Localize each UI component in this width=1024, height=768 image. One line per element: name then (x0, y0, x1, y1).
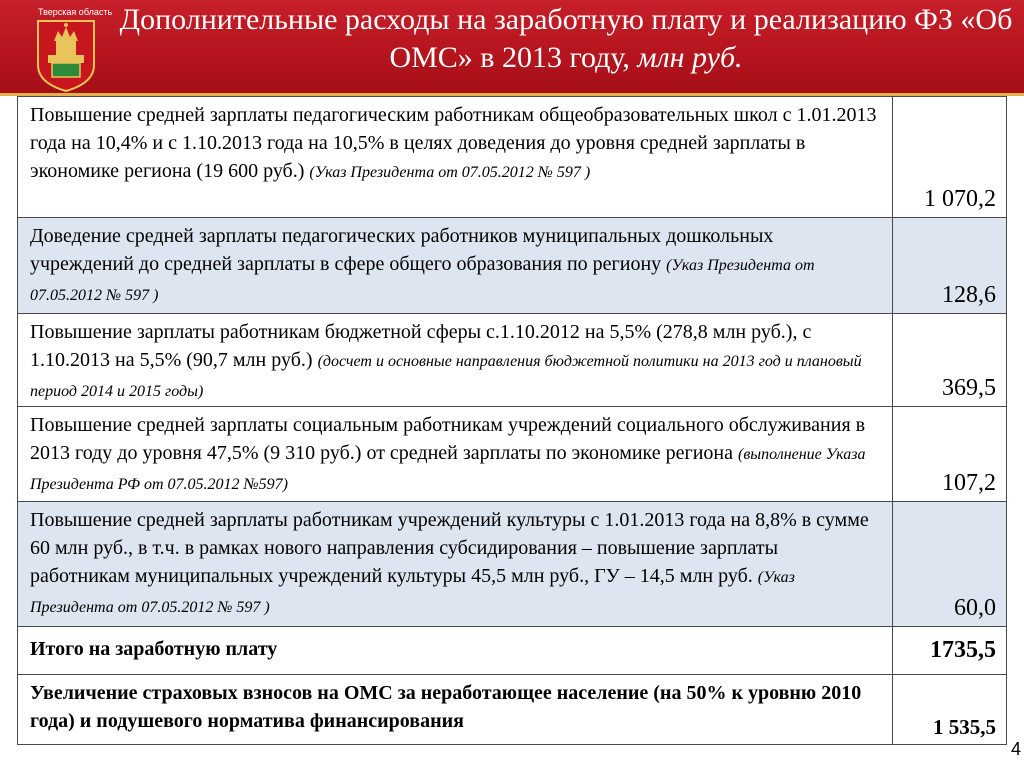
table-row (18, 218, 1007, 314)
row-value: 60,0 (893, 502, 1007, 627)
table-row (18, 502, 1007, 627)
coat-of-arms-icon (36, 19, 96, 93)
table-row (18, 314, 1007, 407)
row-description (18, 502, 893, 627)
row-note: (Указ Президента от 07.05.2012 № 597 ) (30, 569, 795, 616)
row-value: 369,5 (893, 314, 1007, 407)
title-unit: млн руб. (637, 41, 743, 74)
row-text: Повышение средней зарплаты социальным работникам учреждений социального обслуживания в 2013 году до уровня 47,5% (9 310 руб.) от средней зарплаты по экономике региона (30, 414, 866, 464)
row-description (18, 314, 893, 407)
title-main: Дополнительные расходы на заработную плату и реализацию ФЗ «Об ОМС» в 2013 году, (119, 3, 1013, 74)
row-value: 107,2 (893, 407, 1007, 502)
page-number: 4 (1010, 739, 1021, 759)
total-row (18, 627, 1007, 675)
row-description (18, 407, 893, 502)
oms-value: 1 535,5 (893, 675, 1007, 745)
row-note: (Указ Президента от 07.05.2012 № 597 ) (309, 164, 591, 181)
page-title (112, 1, 1020, 77)
row-note: (досчет и основные направления бюджетной политики на 2013 год и плановый период 2014 и 2015 годы) (30, 353, 862, 400)
row-description (18, 218, 893, 314)
table-row (18, 407, 1007, 502)
row-text: Повышение средней зарплаты педагогическим работникам общеобразовательных школ с 1.01.2013 года на 10,4% и с 1.10.2013 года на 10,5% в целях доведения до уровня средней зарплаты в экономике региона (19 600 руб.) (30, 104, 877, 182)
row-text: Повышение зарплаты работникам бюджетной сферы с.1.10.2012 на 5,5% (278,8 млн руб.), с 1.10.2013 на 5,5% (90,7 млн руб.) (30, 321, 812, 371)
header-bar (0, 0, 1024, 93)
row-text: Доведение средней зарплаты педагогических работников муниципальных дошкольных учреждений до средней зарплаты в сфере общего образования по региону (30, 225, 774, 275)
oms-label: Увеличение страховых взносов на ОМС за неработающее население (на 50% к уровню 2010 года) и подушевого норматива финансирования (18, 675, 893, 745)
row-description (18, 97, 893, 218)
row-value: 1 070,2 (893, 97, 1007, 218)
oms-row (18, 675, 1007, 745)
row-value: 128,6 (893, 218, 1007, 314)
total-value: 1735,5 (893, 627, 1007, 675)
table-row (18, 97, 1007, 218)
row-note: (Указ Президента от 07.05.2012 № 597 ) (30, 257, 815, 304)
total-label: Итого на заработную плату (18, 627, 893, 675)
row-note: (выполнение Указа Президента РФ от 07.05.2012 №597) (30, 446, 866, 493)
expenses-table (17, 96, 1007, 745)
region-label: Тверская область (38, 7, 113, 17)
row-text: Повышение средней зарплаты работникам учреждений культуры с 1.01.2013 года на 8,8% в сумме 60 млн руб., в т.ч. в рамках нового направления субсидирования – повышение зарплаты работникам муниципальных учреждений культуры 45,5 млн руб., ГУ – 14,5 млн руб. (30, 509, 869, 587)
